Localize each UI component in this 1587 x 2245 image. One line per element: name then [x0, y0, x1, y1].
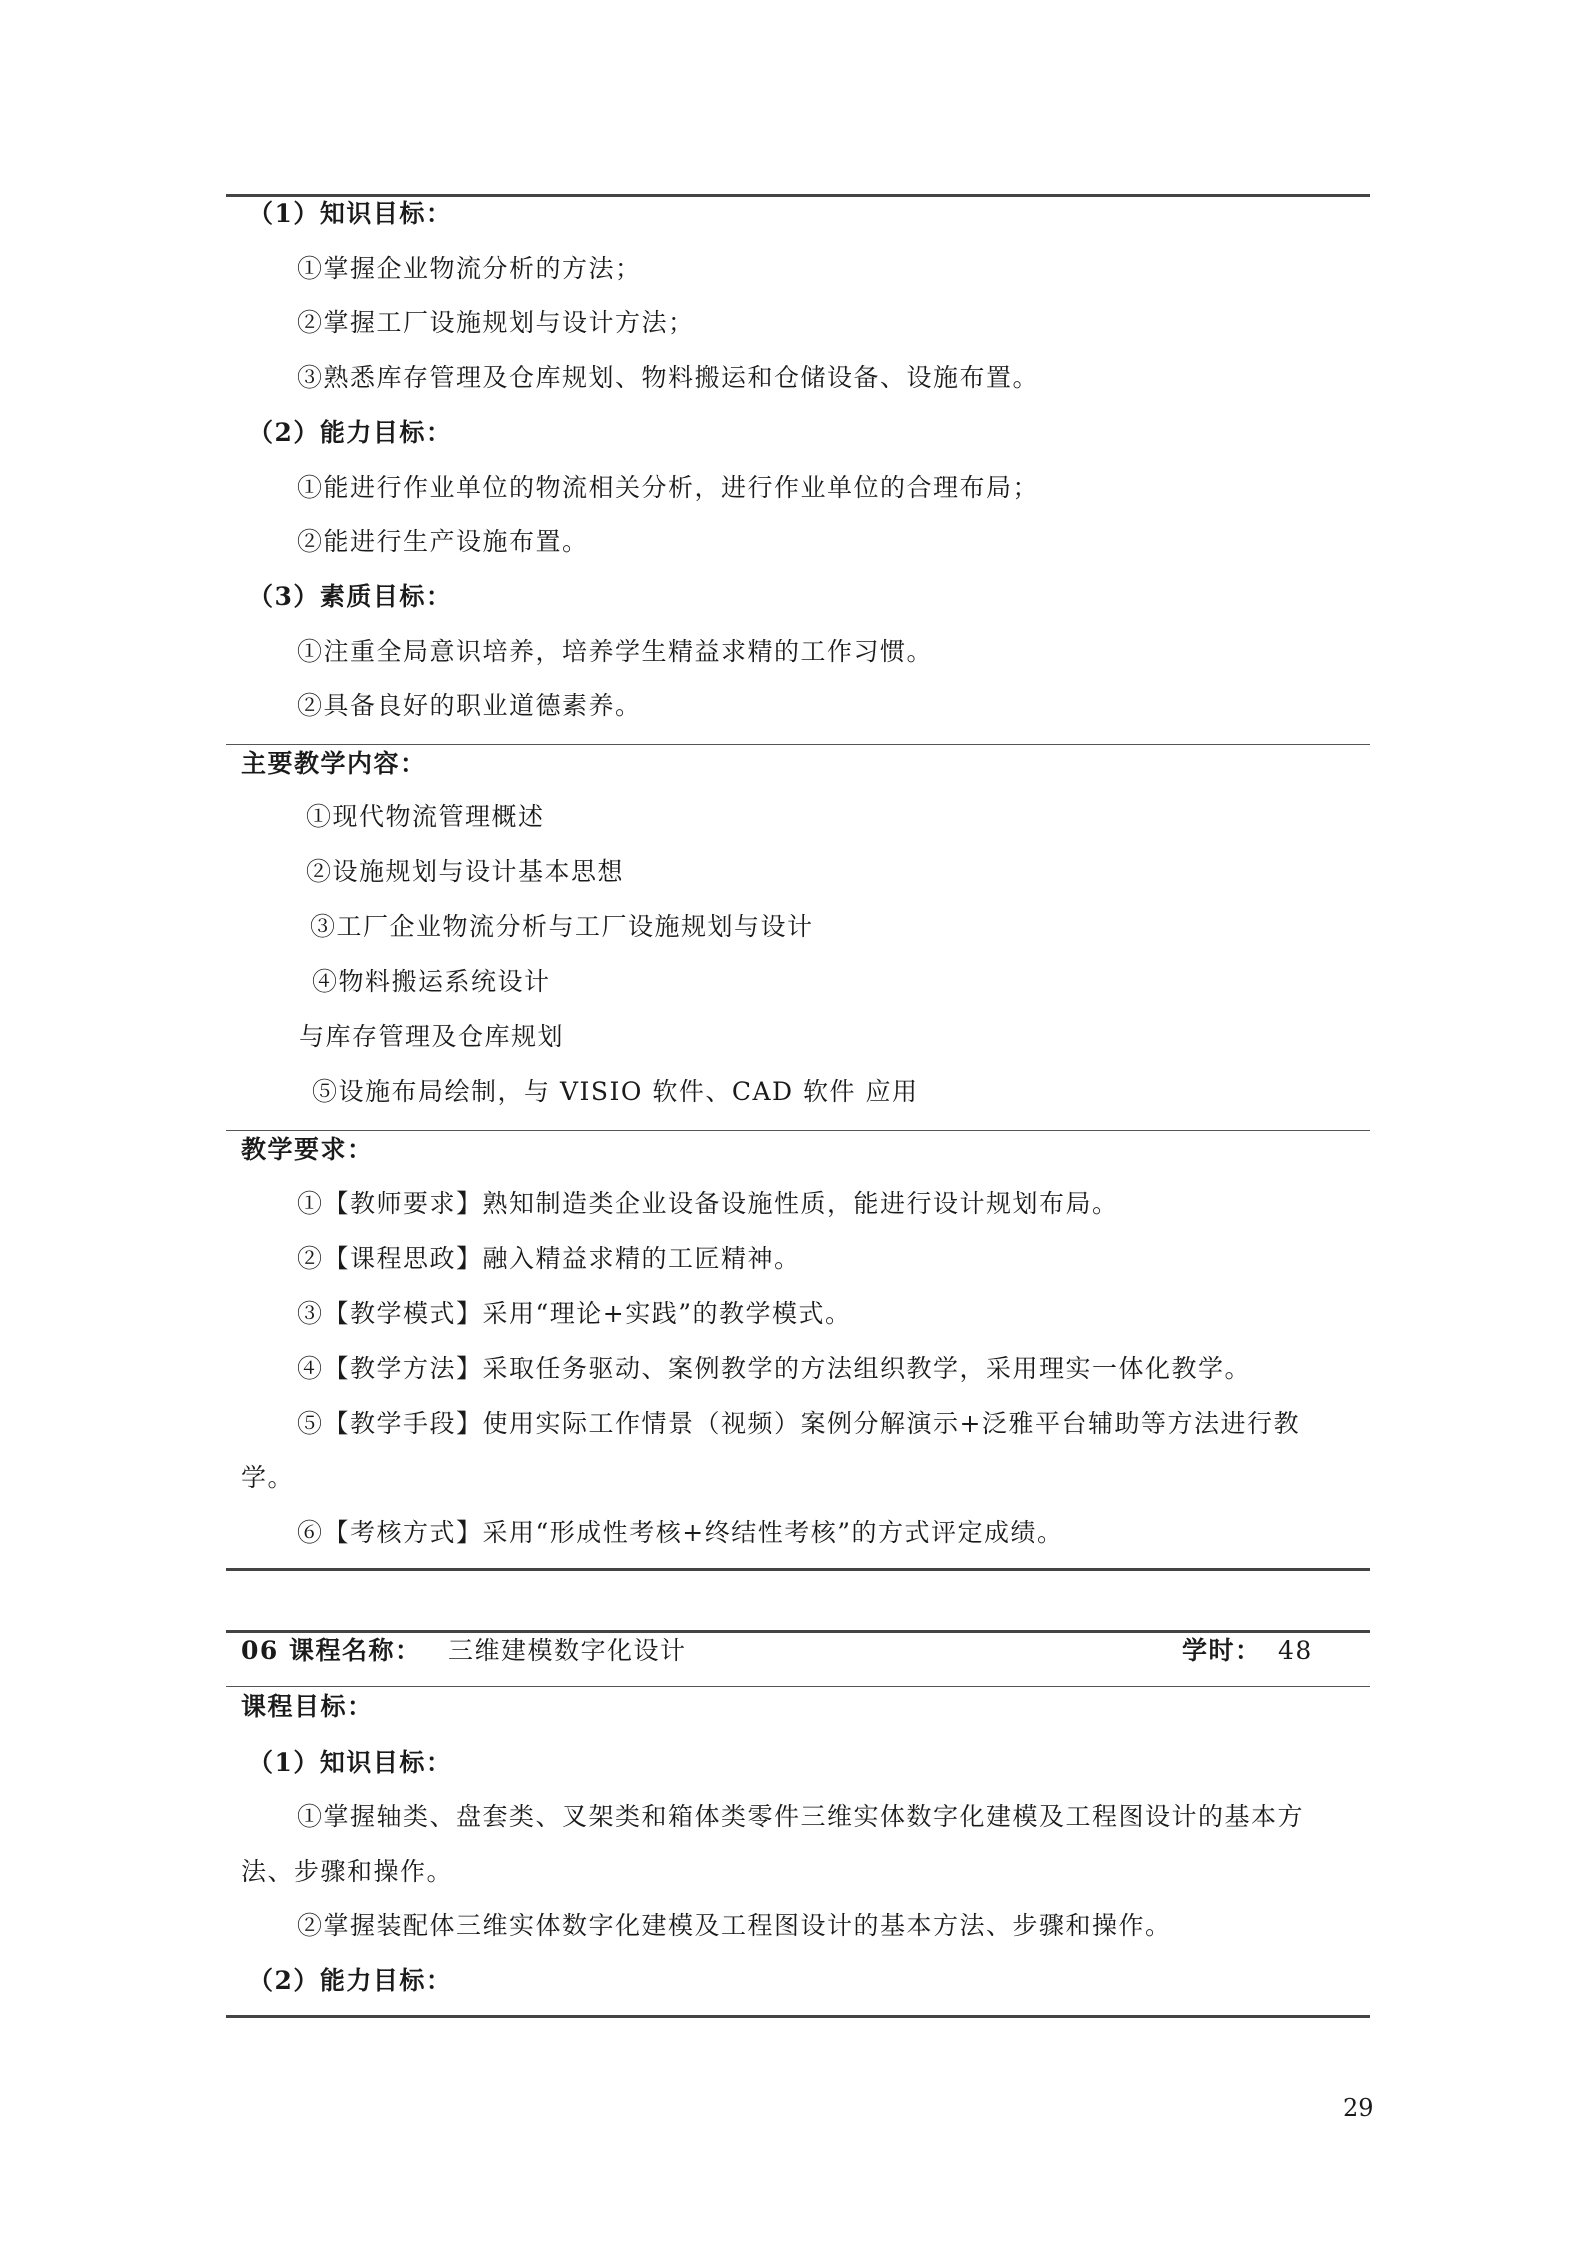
table-border-bottom [226, 1568, 1370, 1571]
course-name-value: 三维建模数字化设计 [448, 1636, 687, 1665]
ability-goal-item: ①能进行作业单位的物流相关分析，进行作业单位的合理布局； [297, 473, 1040, 502]
course-name-label: 06 课程名称： [241, 1636, 422, 1665]
page-number: 29 [1343, 2094, 1374, 2122]
teaching-content-item: ③工厂企业物流分析与工厂设施规划与设计 [310, 912, 814, 941]
table-border-top [226, 1630, 1370, 1633]
ability-goal-item: ②能进行生产设施布置。 [297, 527, 589, 556]
ability-goal-heading: （2）能力目标： [248, 418, 453, 447]
teaching-requirement-item: ③【教学模式】采用“理论+实践”的教学模式。 [297, 1299, 852, 1328]
course-hours-label: 学时： [1182, 1636, 1262, 1665]
teaching-content-heading: 主要教学内容： [241, 749, 427, 778]
teaching-requirement-continuation: 学。 [241, 1463, 295, 1492]
teaching-content-item: ④物料搬运系统设计 [312, 967, 551, 996]
section-divider [226, 1686, 1370, 1687]
teaching-requirement-item: ⑤【教学手段】使用实际工作情景（视频）案例分解演示+泛雅平台辅助等方法进行教 [297, 1409, 1300, 1438]
ability-goal-heading: （2）能力目标： [248, 1966, 453, 1995]
teaching-content-item: 与库存管理及仓库规划 [299, 1022, 565, 1051]
quality-goal-item: ②具备良好的职业道德素养。 [297, 691, 642, 720]
section-divider [226, 744, 1370, 745]
course-hours-value: 48 [1278, 1636, 1313, 1665]
knowledge-goal-item: ②掌握工厂设施规划与设计方法； [297, 308, 695, 337]
knowledge-goal-heading: （1）知识目标： [248, 199, 453, 228]
teaching-requirement-item: ②【课程思政】融入精益求精的工匠精神。 [297, 1244, 801, 1273]
course-goals-heading: 课程目标： [241, 1692, 374, 1721]
teaching-content-item: ②设施规划与设计基本思想 [306, 857, 625, 886]
knowledge-goal-item: ③熟悉库存管理及仓库规划、物料搬运和仓储设备、设施布置。 [297, 363, 1040, 392]
teaching-requirements-heading: 教学要求： [241, 1135, 374, 1164]
table-border-bottom [226, 2015, 1370, 2018]
quality-goal-item: ①注重全局意识培养，培养学生精益求精的工作习惯。 [297, 637, 934, 666]
knowledge-goal-item: ②掌握装配体三维实体数字化建模及工程图设计的基本方法、步骤和操作。 [297, 1911, 1172, 1940]
knowledge-goal-heading: （1）知识目标： [248, 1748, 453, 1777]
knowledge-goal-continuation: 法、步骤和操作。 [241, 1857, 454, 1886]
section-divider [226, 1130, 1370, 1131]
teaching-content-item: ①现代物流管理概述 [306, 802, 545, 831]
teaching-requirement-item: ⑥【考核方式】采用“形成性考核+终结性考核”的方式评定成绩。 [297, 1518, 1064, 1547]
teaching-requirement-item: ④【教学方法】采取任务驱动、案例教学的方法组织教学，采用理实一体化教学。 [297, 1354, 1252, 1383]
teaching-content-item: ⑤设施布局绘制，与 VISIO 软件、CAD 软件 应用 [312, 1077, 919, 1106]
knowledge-goal-item: ①掌握轴类、盘套类、叉架类和箱体类零件三维实体数字化建模及工程图设计的基本方 [297, 1802, 1305, 1831]
teaching-requirement-item: ①【教师要求】熟知制造类企业设备设施性质，能进行设计规划布局。 [297, 1189, 1119, 1218]
knowledge-goal-item: ①掌握企业物流分析的方法； [297, 254, 642, 283]
quality-goal-heading: （3）素质目标： [248, 582, 453, 611]
